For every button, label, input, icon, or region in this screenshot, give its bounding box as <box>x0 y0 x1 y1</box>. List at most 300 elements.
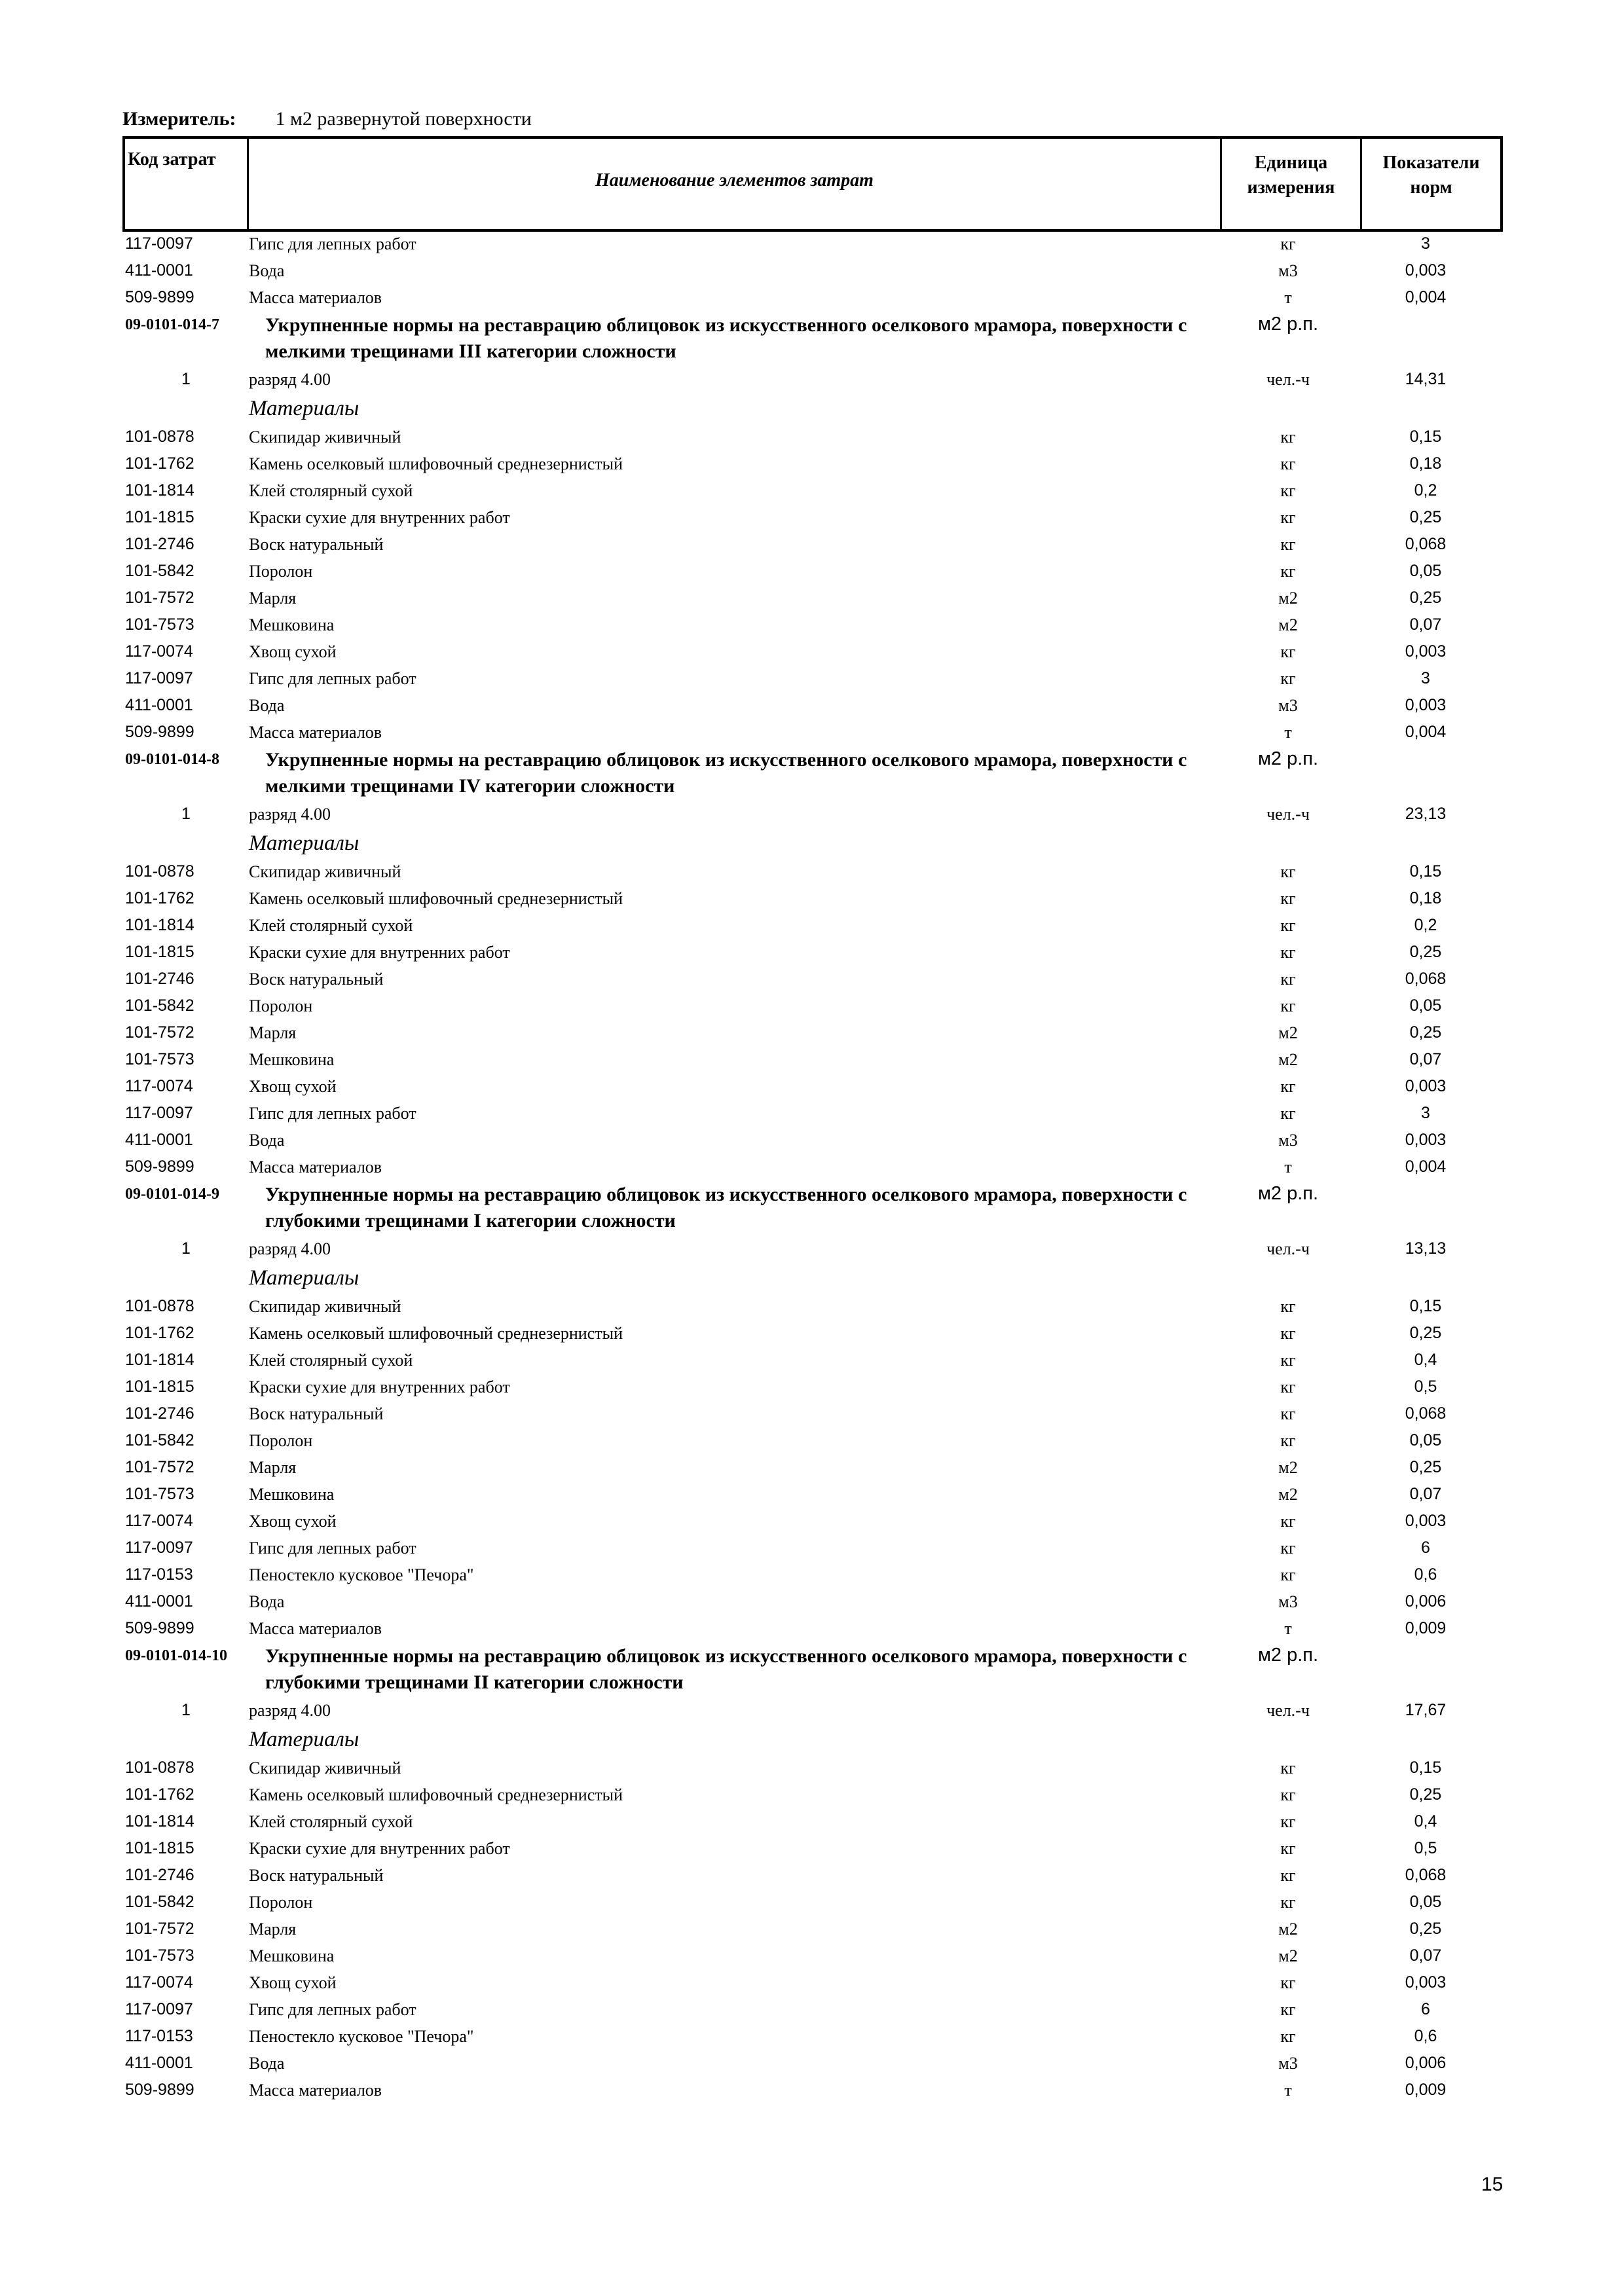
labor-row <box>122 1235 1503 1262</box>
table-row <box>122 912 1503 939</box>
table-row-name: Воск натуральный <box>249 535 384 554</box>
table-row-code: 117-0153 <box>125 1565 193 1584</box>
table-row-name: Масса материалов <box>249 288 382 307</box>
table-row <box>122 1019 1503 1046</box>
table-row-code: 101-7573 <box>125 1485 194 1503</box>
table-row <box>122 1154 1503 1180</box>
table-row-norm: 0,05 <box>1409 1431 1442 1449</box>
labor-row-norm: 17,67 <box>1405 1701 1447 1719</box>
table-row-unit: м3 <box>1278 696 1298 715</box>
table-row-name: Хвощ сухой <box>249 1973 337 1992</box>
table-row <box>122 450 1503 477</box>
table-row-code: 411-0001 <box>125 261 193 280</box>
table-row-norm: 0,003 <box>1405 696 1447 714</box>
table-row-norm: 0,25 <box>1409 508 1442 526</box>
table-row <box>122 1588 1503 1615</box>
section-heading-code: 09-0101-014-9 <box>125 1186 219 1203</box>
labor-row-name: разряд 4.00 <box>249 1701 331 1720</box>
section-heading-name: Укрупненные нормы на реставрацию облицовок из искусственного оселкового мрамора, поверхности с глубокими трещинами II категории сложности <box>265 1645 1187 1693</box>
table-row-name: Вода <box>249 1592 285 1611</box>
table-row-unit: кг <box>1280 1431 1296 1450</box>
table-row-code: 101-2746 <box>125 1866 194 1884</box>
materials-subheading <box>122 1724 1503 1755</box>
table-row-code: 101-5842 <box>125 562 194 580</box>
table-row-name: Поролон <box>249 562 313 581</box>
table-row-code: 101-1814 <box>125 1351 194 1369</box>
table-row-norm: 0,009 <box>1405 2081 1447 2099</box>
table-row-unit: т <box>1284 2081 1292 2100</box>
table-row <box>122 1996 1503 2023</box>
table-row-code: 101-5842 <box>125 1431 194 1449</box>
table-row-name: Краски сухие для внутренних работ <box>249 1377 510 1396</box>
table-row-norm: 0,25 <box>1409 1023 1442 1042</box>
table-row-name: Клей столярный сухой <box>249 481 413 500</box>
table-row-name: Марля <box>249 589 297 608</box>
table-row-name: Масса материалов <box>249 1157 382 1176</box>
table-row-code: 101-0878 <box>125 1297 194 1315</box>
table-row-norm: 0,25 <box>1409 1920 1442 1938</box>
materials-subheading-name: Материалы <box>249 1728 360 1751</box>
table-row <box>122 719 1503 746</box>
table-row-norm: 0,068 <box>1405 1866 1447 1884</box>
table-row-unit: кг <box>1280 1104 1296 1123</box>
table-row-code: 101-1762 <box>125 454 194 473</box>
table-row-norm: 0,068 <box>1405 970 1447 988</box>
table-row <box>122 1561 1503 1588</box>
table-row-unit: кг <box>1280 1512 1296 1531</box>
table-row-unit: м2 <box>1278 1050 1298 1069</box>
table-row <box>122 692 1503 719</box>
table-row-norm: 0,2 <box>1414 481 1437 500</box>
table-row-name: Мешковина <box>249 1485 335 1504</box>
table-row-norm: 0,004 <box>1405 1157 1447 1176</box>
labor-row-code: 1 <box>181 805 191 823</box>
labor-row <box>122 366 1503 393</box>
table-row-norm: 0,6 <box>1414 2027 1437 2045</box>
table-row-name: Клей столярный сухой <box>249 1812 413 1831</box>
labor-row-code: 1 <box>181 1239 191 1258</box>
section-heading <box>122 311 1503 366</box>
measure-label: Измеритель: <box>122 108 236 130</box>
table-row-name: Скипидар живичный <box>249 1297 401 1316</box>
table-row-name: Вода <box>249 261 285 280</box>
table-row-unit: кг <box>1280 1077 1296 1096</box>
table-row-code: 117-0097 <box>125 2000 193 2018</box>
table-row-unit: м3 <box>1278 1131 1298 1150</box>
table-row-norm: 0,003 <box>1405 1973 1447 1992</box>
table-row-norm: 6 <box>1421 2000 1430 2018</box>
table-row-name: Поролон <box>249 996 313 1015</box>
table-row-name: Хвощ сухой <box>249 642 337 661</box>
table-row-code: 101-1815 <box>125 943 194 961</box>
table-row-unit: кг <box>1280 562 1296 581</box>
table-row-unit: м2 <box>1278 615 1298 634</box>
materials-subheading <box>122 393 1503 424</box>
table-row <box>122 858 1503 885</box>
table-row-name: Скипидар живичный <box>249 862 401 881</box>
table-row-code: 101-1815 <box>125 508 194 526</box>
table-row-norm: 3 <box>1421 234 1430 253</box>
section-heading-code: 09-0101-014-8 <box>125 751 219 768</box>
table-row-name: Пеностекло кусковое "Печора" <box>249 2027 474 2046</box>
table-row-code: 101-2746 <box>125 970 194 988</box>
table-row-norm: 0,4 <box>1414 1812 1437 1831</box>
table-row-unit: кг <box>1280 1758 1296 1777</box>
table-row-code: 509-9899 <box>125 288 194 306</box>
table-row <box>122 1293 1503 1320</box>
table-row <box>122 1046 1503 1073</box>
section-heading-code: 09-0101-014-10 <box>125 1647 227 1664</box>
measure-line <box>122 108 532 130</box>
table-row-unit: м2 <box>1278 1920 1298 1939</box>
table-row-norm: 0,05 <box>1409 562 1442 580</box>
table-row <box>122 1755 1503 1781</box>
table-row <box>122 504 1503 531</box>
table-row-name: Поролон <box>249 1893 313 1912</box>
table-row-norm: 0,4 <box>1414 1351 1437 1369</box>
table-row-unit: кг <box>1280 916 1296 935</box>
table-row <box>122 1781 1503 1808</box>
table-row <box>122 1535 1503 1561</box>
table-row-unit: кг <box>1280 1377 1296 1396</box>
table-row <box>122 1835 1503 1862</box>
table-row-code: 101-5842 <box>125 1893 194 1911</box>
table-row-name: Хвощ сухой <box>249 1512 337 1531</box>
table-row-code: 509-9899 <box>125 2081 194 2099</box>
table-row-unit: кг <box>1280 481 1296 500</box>
table-row-unit: кг <box>1280 642 1296 661</box>
labor-row-unit: чел.-ч <box>1266 1239 1310 1258</box>
table-row-unit: кг <box>1280 1839 1296 1858</box>
table-row-norm: 0,25 <box>1409 589 1442 607</box>
table-row-norm: 0,009 <box>1405 1619 1447 1637</box>
table-row-name: Гипс для лепных работ <box>249 1104 416 1123</box>
table-row <box>122 230 1503 257</box>
table-row-norm: 0,068 <box>1405 535 1447 553</box>
table-row-norm: 0,18 <box>1409 889 1442 907</box>
table-row <box>122 1454 1503 1481</box>
table-row-name: Гипс для лепных работ <box>249 2000 416 2019</box>
table-row-unit: кг <box>1280 1785 1296 1804</box>
table-row <box>122 284 1503 311</box>
table-row-unit: кг <box>1280 1893 1296 1912</box>
labor-row-norm: 14,31 <box>1405 370 1447 388</box>
table-row-name: Марля <box>249 1023 297 1042</box>
table-row-unit: м2 <box>1278 1023 1298 1042</box>
table-row-code: 101-7572 <box>125 1458 194 1476</box>
measure-value: 1 м2 развернутой поверхности <box>275 108 532 130</box>
table-row-norm: 0,05 <box>1409 996 1442 1015</box>
table-row-code: 117-0074 <box>125 1077 193 1095</box>
labor-row-unit: чел.-ч <box>1266 370 1310 389</box>
table-row-name: Воск натуральный <box>249 1404 384 1423</box>
table-row-unit: кг <box>1280 1297 1296 1316</box>
table-row-name: Гипс для лепных работ <box>249 669 416 688</box>
table-row-norm: 0,07 <box>1409 1946 1442 1965</box>
table-row <box>122 424 1503 450</box>
table-row-unit: м3 <box>1278 1592 1298 1611</box>
table-row-unit: м3 <box>1278 261 1298 280</box>
table-row-norm: 0,003 <box>1405 1512 1447 1530</box>
table-header <box>122 136 1503 232</box>
table-row <box>122 1916 1503 1942</box>
table-row-unit: т <box>1284 1619 1292 1638</box>
labor-row-unit: чел.-ч <box>1266 1701 1310 1720</box>
table-row-code: 101-0878 <box>125 1758 194 1777</box>
table-row-unit: кг <box>1280 669 1296 688</box>
table-row-code: 411-0001 <box>125 696 193 714</box>
table-row <box>122 638 1503 665</box>
table-row-unit: кг <box>1280 234 1296 253</box>
table-row-code: 411-0001 <box>125 1592 193 1611</box>
materials-subheading-name: Материалы <box>249 1266 360 1290</box>
table-row-name: Краски сухие для внутренних работ <box>249 943 510 962</box>
labor-row-code: 1 <box>181 370 191 388</box>
table-row <box>122 966 1503 993</box>
table-row-unit: м2 <box>1278 1946 1298 1965</box>
table-row-code: 101-7573 <box>125 1050 194 1068</box>
table-row-norm: 0,25 <box>1409 943 1442 961</box>
table-row-name: Клей столярный сухой <box>249 916 413 935</box>
table-row-code: 101-1815 <box>125 1377 194 1396</box>
table-row-code: 411-0001 <box>125 2054 193 2072</box>
materials-subheading <box>122 828 1503 858</box>
table-row-norm: 0,07 <box>1409 615 1442 634</box>
table-row-unit: кг <box>1280 1404 1296 1423</box>
table-row-name: Воск натуральный <box>249 1866 384 1885</box>
table-row <box>122 477 1503 504</box>
table-row-norm: 0,003 <box>1405 1077 1447 1095</box>
table-row-unit: кг <box>1280 1565 1296 1584</box>
section-heading-unit: м2 р.п. <box>1257 1183 1319 1204</box>
table-row-name: Гипс для лепных работ <box>249 1539 416 1558</box>
table-row-code: 117-0153 <box>125 2027 193 2045</box>
section-heading-unit: м2 р.п. <box>1257 748 1319 769</box>
table-row-norm: 0,004 <box>1405 723 1447 741</box>
table-row-name: Мешковина <box>249 1946 335 1965</box>
table-row <box>122 1374 1503 1400</box>
table-row-norm: 0,05 <box>1409 1893 1442 1911</box>
section-heading <box>122 1180 1503 1235</box>
table-row <box>122 1347 1503 1374</box>
labor-row-name: разряд 4.00 <box>249 805 331 824</box>
table-row-name: Поролон <box>249 1431 313 1450</box>
table-row-name: Вода <box>249 1131 285 1150</box>
table-row-code: 101-0878 <box>125 428 194 446</box>
table-row-unit: кг <box>1280 2000 1296 2019</box>
table-row-code: 101-7572 <box>125 1920 194 1938</box>
table-row-name: Масса материалов <box>249 1619 382 1638</box>
table-row-name: Масса материалов <box>249 2081 382 2100</box>
table-row <box>122 531 1503 558</box>
header-norm: Показатели норм <box>1382 153 1480 198</box>
table-row-code: 117-0097 <box>125 1104 193 1122</box>
materials-subheading-name: Материалы <box>249 831 360 855</box>
table-row-unit: кг <box>1280 1866 1296 1885</box>
table-row-norm: 0,07 <box>1409 1050 1442 1068</box>
table-row <box>122 1320 1503 1347</box>
table-row <box>122 885 1503 912</box>
table-row-unit: кг <box>1280 454 1296 473</box>
table-row <box>122 1889 1503 1916</box>
table-row-unit: т <box>1284 288 1292 307</box>
table-row <box>122 665 1503 692</box>
section-heading-code: 09-0101-014-7 <box>125 316 219 333</box>
table-row-name: Марля <box>249 1920 297 1939</box>
table-row-norm: 0,15 <box>1409 1297 1442 1315</box>
table-row <box>122 993 1503 1019</box>
table-row-code: 117-0097 <box>125 669 193 687</box>
table-row <box>122 585 1503 611</box>
table-row-norm: 0,068 <box>1405 1404 1447 1423</box>
table-row <box>122 1127 1503 1154</box>
section-heading <box>122 1642 1503 1697</box>
table-row-code: 101-2746 <box>125 1404 194 1423</box>
table-row-code: 101-1762 <box>125 889 194 907</box>
table-row-code: 101-7573 <box>125 1946 194 1965</box>
table-row-unit: кг <box>1280 862 1296 881</box>
table-row-unit: кг <box>1280 996 1296 1015</box>
table-row-name: Пеностекло кусковое "Печора" <box>249 1565 474 1584</box>
labor-row-code: 1 <box>181 1701 191 1719</box>
table-row-name: Камень оселковый шлифовочный среднезернистый <box>249 889 623 908</box>
table-row-unit: м3 <box>1278 2054 1298 2073</box>
table-row-code: 117-0097 <box>125 1539 193 1557</box>
table-row-code: 101-0878 <box>125 862 194 881</box>
table-row-name: Скипидар живичный <box>249 428 401 446</box>
table-row-unit: кг <box>1280 970 1296 989</box>
labor-row <box>122 801 1503 828</box>
table-row-norm: 0,004 <box>1405 288 1447 306</box>
table-row-norm: 0,6 <box>1414 1565 1437 1584</box>
table-row <box>122 611 1503 638</box>
table-row-unit: м2 <box>1278 589 1298 608</box>
table-row-name: Масса материалов <box>249 723 382 742</box>
materials-subheading-name: Материалы <box>249 397 360 420</box>
section-heading-name: Укрупненные нормы на реставрацию облицовок из искусственного оселкового мрамора, поверхности с глубокими трещинами I категории сложности <box>265 1184 1187 1231</box>
table-row <box>122 2023 1503 2050</box>
table-row <box>122 1400 1503 1427</box>
table-row-code: 101-7572 <box>125 1023 194 1042</box>
table-row-norm: 0,003 <box>1405 1131 1447 1149</box>
table-row <box>122 1427 1503 1454</box>
table-row-norm: 0,2 <box>1414 916 1437 934</box>
table-row-code: 101-1815 <box>125 1839 194 1857</box>
table-row-code: 101-1814 <box>125 916 194 934</box>
table-row-unit: кг <box>1280 535 1296 554</box>
table-row-norm: 0,25 <box>1409 1324 1442 1342</box>
table-row-norm: 0,18 <box>1409 454 1442 473</box>
header-code: Код затрат <box>125 139 249 229</box>
table-row-unit: кг <box>1280 508 1296 527</box>
table-row <box>122 1969 1503 1996</box>
section-heading-name: Укрупненные нормы на реставрацию облицовок из искусственного оселкового мрамора, поверхности с мелкими трещинами IV категории сложности <box>265 749 1187 797</box>
table-row-name: Вода <box>249 2054 285 2073</box>
table-row-unit: кг <box>1280 1539 1296 1558</box>
table-row <box>122 1481 1503 1508</box>
table-row-norm: 0,006 <box>1405 2054 1447 2072</box>
table-row-name: Клей столярный сухой <box>249 1351 413 1370</box>
table-row-unit: м2 <box>1278 1458 1298 1477</box>
table-row-norm: 0,5 <box>1414 1377 1437 1396</box>
table-row-name: Скипидар живичный <box>249 1758 401 1777</box>
table-row-name: Гипс для лепных работ <box>249 234 416 253</box>
table-row-code: 509-9899 <box>125 1157 194 1176</box>
table-row <box>122 939 1503 966</box>
header-unit: Единица измерения <box>1222 139 1362 229</box>
labor-row-norm: 23,13 <box>1405 805 1447 823</box>
table-row-norm: 0,5 <box>1414 1839 1437 1857</box>
table-row-norm: 0,25 <box>1409 1458 1442 1476</box>
table-row-unit: кг <box>1280 1324 1296 1343</box>
table-row-norm: 6 <box>1421 1539 1430 1557</box>
table-row-name: Камень оселковый шлифовочный среднезернистый <box>249 1785 623 1804</box>
labor-row <box>122 1697 1503 1724</box>
header-name: Наименование элементов затрат <box>249 139 1222 229</box>
labor-row-norm: 13,13 <box>1405 1239 1447 1258</box>
table-row-code: 117-0074 <box>125 642 193 661</box>
section-heading <box>122 746 1503 801</box>
table-row-code: 101-1814 <box>125 481 194 500</box>
table-row-norm: 0,15 <box>1409 1758 1442 1777</box>
table-row <box>122 1615 1503 1642</box>
table-row-unit: кг <box>1280 889 1296 908</box>
table-row-norm: 0,25 <box>1409 1785 1442 1804</box>
table-row-code: 101-2746 <box>125 535 194 553</box>
table-row-unit: кг <box>1280 943 1296 962</box>
table-row <box>122 1073 1503 1100</box>
table-row-name: Марля <box>249 1458 297 1477</box>
table-row <box>122 1862 1503 1889</box>
table-row <box>122 1100 1503 1127</box>
table-row-code: 101-7572 <box>125 589 194 607</box>
table-row-norm: 3 <box>1421 1104 1430 1122</box>
table-row-code: 117-0074 <box>125 1973 193 1992</box>
table-row <box>122 558 1503 585</box>
table-row-unit: кг <box>1280 1973 1296 1992</box>
table-row-unit: м2 <box>1278 1485 1298 1504</box>
table-row-name: Мешковина <box>249 1050 335 1069</box>
labor-row-name: разряд 4.00 <box>249 1239 331 1258</box>
table-row-norm: 0,003 <box>1405 642 1447 661</box>
table-row-code: 101-1814 <box>125 1812 194 1831</box>
table-row-norm: 0,15 <box>1409 862 1442 881</box>
table-row-norm: 3 <box>1421 669 1430 687</box>
table-row-name: Камень оселковый шлифовочный среднезернистый <box>249 1324 623 1343</box>
table-row-code: 101-1762 <box>125 1324 194 1342</box>
table-body <box>122 230 1503 2104</box>
table-row-code: 117-0097 <box>125 234 193 253</box>
labor-row-name: разряд 4.00 <box>249 370 331 389</box>
table-row-code: 101-5842 <box>125 996 194 1015</box>
table-row-norm: 0,07 <box>1409 1485 1442 1503</box>
table-row-name: Краски сухие для внутренних работ <box>249 1839 510 1858</box>
table-row-name: Хвощ сухой <box>249 1077 337 1096</box>
table-row-name: Краски сухие для внутренних работ <box>249 508 510 527</box>
section-heading-name: Укрупненные нормы на реставрацию облицовок из искусственного оселкового мрамора, поверхности с мелкими трещинами III категории сложности <box>265 314 1187 362</box>
table-row-unit: кг <box>1280 428 1296 446</box>
table-row-name: Вода <box>249 696 285 715</box>
table-row-norm: 0,15 <box>1409 428 1442 446</box>
table-row <box>122 1808 1503 1835</box>
table-row <box>122 1942 1503 1969</box>
table-row <box>122 1508 1503 1535</box>
page-number: 15 <box>1481 2174 1504 2195</box>
table-row-code: 411-0001 <box>125 1131 193 1149</box>
table-row-norm: 0,006 <box>1405 1592 1447 1611</box>
table-row-code: 509-9899 <box>125 723 194 741</box>
table-row-unit: кг <box>1280 2027 1296 2046</box>
